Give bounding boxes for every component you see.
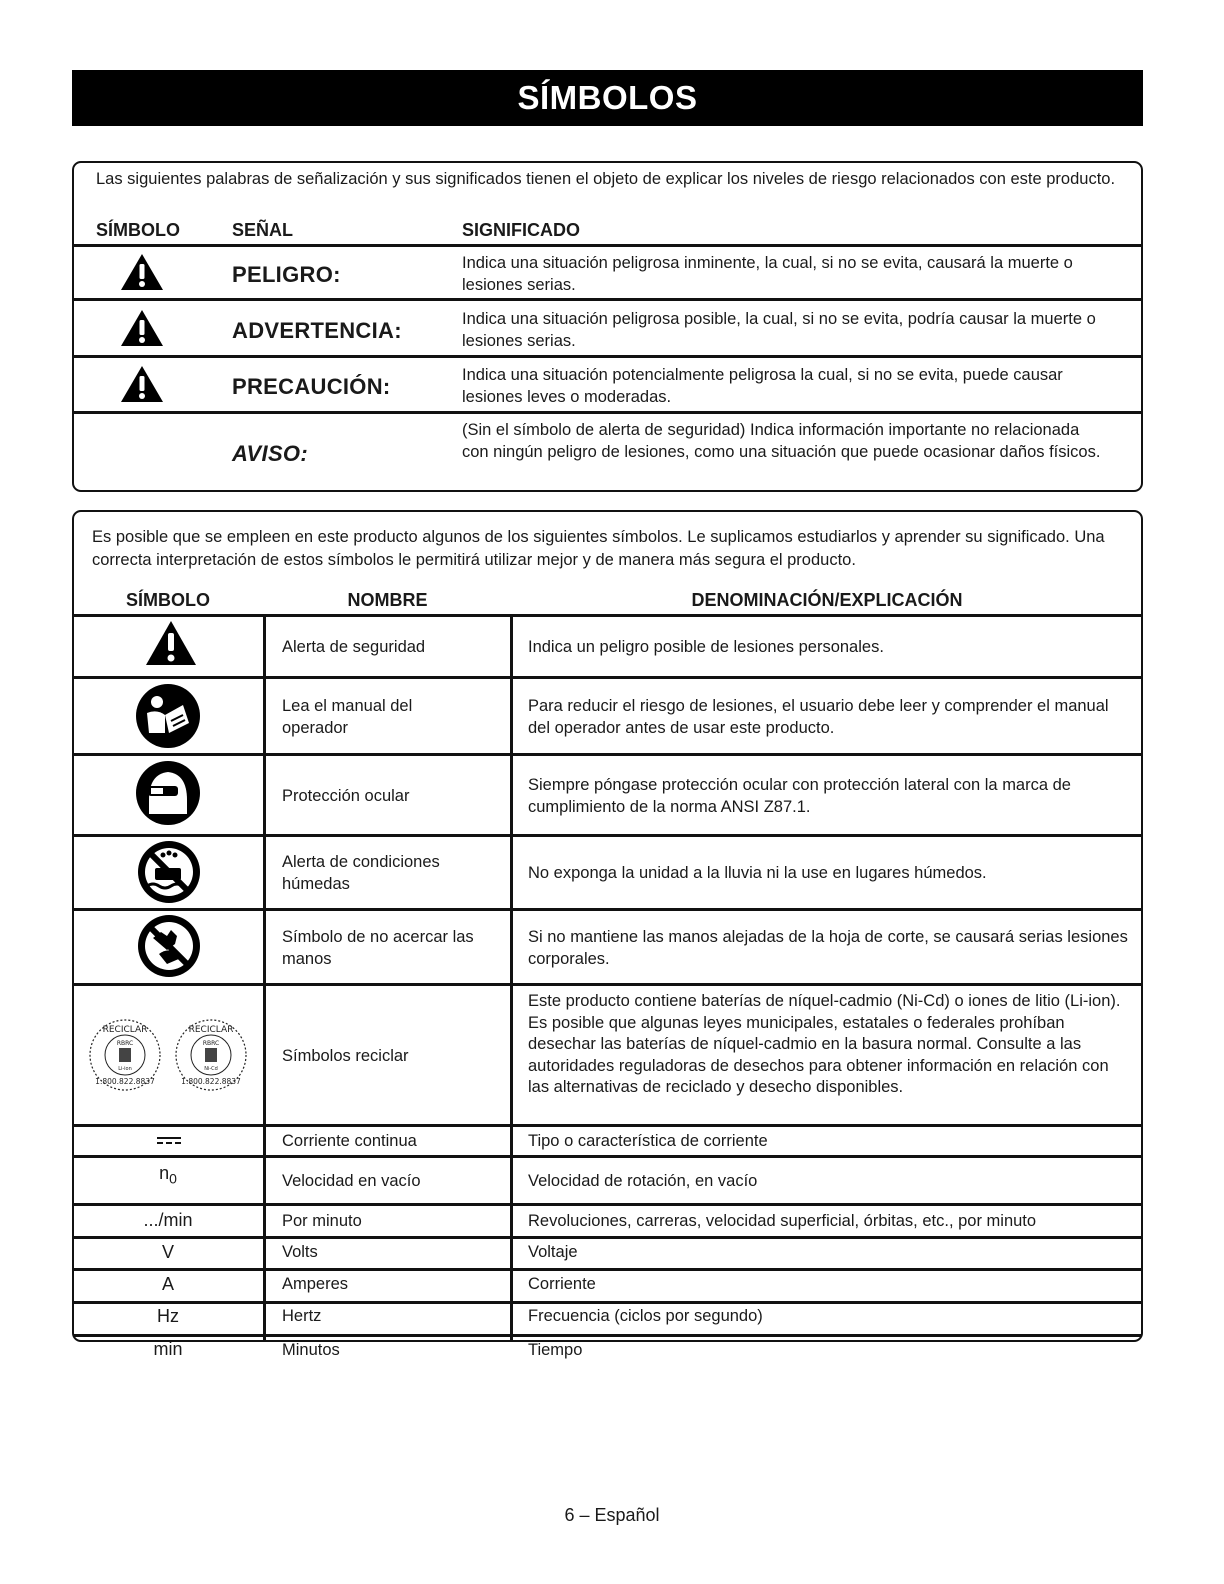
divider xyxy=(73,355,1142,358)
symbol-explanation: Tipo o característica de corriente xyxy=(528,1132,768,1150)
signal-header-meaning: SIGNIFICADO xyxy=(462,220,581,240)
symbols-header-symbol: SÍMBOLO xyxy=(126,590,210,610)
signal-word-peligro: PELIGRO: xyxy=(232,262,341,287)
symbol-explanation: Revoluciones, carreras, velocidad superficial, órbitas, etc., por minuto xyxy=(528,1212,1037,1230)
divider xyxy=(73,1203,1142,1206)
symbol-explanation: Siempre póngase protección ocular con protección lateral con la marca de cumplimiento de la norma ANSI Z87.1. xyxy=(528,776,1071,816)
per-minute-symbol: .../min xyxy=(143,1210,193,1230)
divider xyxy=(73,1155,1142,1158)
page-footer: 6 – Español xyxy=(564,1505,660,1525)
symbol-name: Lea el manual del operador xyxy=(282,697,413,737)
seal-phone-text: 1.800.822.8837 xyxy=(95,1077,155,1086)
signal-meaning: Indica una situación peligrosa posible, la cual, si no se evita, podría causar la muerte o lesiones serias. xyxy=(462,310,1096,350)
no-load-speed-symbol xyxy=(73,1163,263,1187)
symbol-name: Alerta de condiciones húmedas xyxy=(282,853,440,893)
symbol-explanation: No exponga la unidad a la lluvia ni la use en lugares húmedos. xyxy=(528,864,987,882)
eye-protection-icon xyxy=(135,760,201,826)
symbol-explanation: Indica un peligro posible de lesiones personales. xyxy=(528,638,884,656)
symbols-header-name: NOMBRE xyxy=(347,590,428,610)
wet-conditions-icon xyxy=(137,840,201,904)
seal-mid-text: RBRC xyxy=(116,1040,134,1047)
signal-meaning: Indica una situación peligrosa inminente, la cual, si no se evita, causará la muerte o lesiones serias. xyxy=(462,254,1073,294)
symbols-header-explanation: DENOMINACIÓN/EXPLICACIÓN xyxy=(691,590,963,610)
symbol-name: Volts xyxy=(282,1243,318,1261)
signal-meaning: (Sin el símbolo de alerta de seguridad) Indica información importante no relacionada con ningún peligro de lesiones, como una situación que puede ocasionar daños físicos. xyxy=(462,421,1101,461)
symbol-name: Hertz xyxy=(282,1307,322,1325)
symbol-explanation: Corriente xyxy=(528,1275,596,1293)
divider xyxy=(73,1301,1142,1304)
symbol-explanation: Para reducir el riesgo de lesiones, el usuario debe leer y comprender el manual del operador antes de usar este producto. xyxy=(528,697,1109,737)
symbol-explanation: Este producto contiene baterías de níquel-cadmio (Ni-Cd) o iones de litio (Li-ion). Es posible que algunas leyes municipales, estatales o federales prohíban desechar las baterías de níquel-cadmio en la basura normal. Consulte a las autoridades reguladoras de desechos para obtener información en relación con las alternativas de reciclado y desecho disponibles. xyxy=(528,992,1121,1096)
divider xyxy=(73,1236,1142,1239)
keep-hands-away-icon xyxy=(137,914,201,978)
divider xyxy=(263,614,266,1340)
divider xyxy=(73,1268,1142,1271)
divider xyxy=(73,614,1142,617)
divider xyxy=(73,298,1142,301)
direct-current-icon xyxy=(157,1136,181,1146)
symbol-explanation: Frecuencia (ciclos por segundo) xyxy=(528,1307,763,1325)
seal-chem-text: Li-ion xyxy=(118,1066,132,1072)
signal-word-advertencia: ADVERTENCIA: xyxy=(232,318,402,343)
safety-alert-icon xyxy=(145,620,197,666)
divider xyxy=(73,1124,1142,1127)
signal-meaning: Indica una situación potencialmente peligrosa la cual, si no se evita, puede causar lesiones leves o moderadas. xyxy=(462,366,1063,406)
recycle-seal-li-ion xyxy=(88,1018,162,1092)
divider xyxy=(73,983,1142,986)
hertz-symbol: Hz xyxy=(157,1306,179,1326)
symbol-explanation: Si no mantiene las manos alejadas de la hoja de corte, se causará serias lesiones corporales. xyxy=(528,928,1128,968)
amperes-symbol: A xyxy=(161,1274,174,1294)
seal-chem-text: Ni-Cd xyxy=(204,1066,218,1072)
symbol-explanation: Velocidad de rotación, en vacío xyxy=(528,1172,758,1190)
divider xyxy=(73,908,1142,911)
divider xyxy=(73,411,1142,414)
warning-triangle-icon xyxy=(120,253,164,291)
read-manual-icon xyxy=(135,683,201,749)
signal-header-symbol: SÍMBOLO xyxy=(96,220,180,240)
symbol-explanation: Voltaje xyxy=(528,1243,578,1261)
volts-symbol: V xyxy=(161,1242,174,1262)
divider xyxy=(73,1334,1142,1337)
page-title: SÍMBOLOS xyxy=(72,70,1143,126)
symbol-subscript: 0 xyxy=(169,1170,177,1187)
seal-top-text: RECICLAR xyxy=(188,1025,234,1035)
recycle-seal-ni-cd xyxy=(174,1018,248,1092)
signal-word-aviso: AVISO: xyxy=(232,441,308,466)
divider xyxy=(73,244,1142,247)
symbol-name: Minutos xyxy=(282,1341,340,1359)
symbol-name: Alerta de seguridad xyxy=(282,638,426,656)
divider xyxy=(510,614,513,1340)
divider xyxy=(73,834,1142,837)
symbol-name: Protección ocular xyxy=(282,787,410,805)
symbol-name: Amperes xyxy=(282,1275,349,1293)
divider xyxy=(73,676,1142,679)
seal-top-text: RECICLAR xyxy=(102,1025,148,1035)
symbol-name: Por minuto xyxy=(282,1212,362,1230)
signal-header-signal: SEÑAL xyxy=(232,220,294,240)
seal-mid-text: RBRC xyxy=(202,1040,220,1047)
recycle-seals-icon xyxy=(88,1018,258,1092)
symbol-name: Símbolo de no acercar las manos xyxy=(282,928,474,968)
divider xyxy=(73,753,1142,756)
symbols-intro: Es posible que se empleen en este producto algunos de los siguientes símbolos. Le suplicamos estudiarlos y aprender su significado. Una correcta interpretación de estos símbolos le permitirá utilizar mejor y de manera más segura el producto. xyxy=(92,528,1105,569)
warning-triangle-icon xyxy=(120,365,164,403)
symbol-name: Símbolos reciclar xyxy=(282,1047,409,1065)
warning-triangle-icon xyxy=(120,309,164,347)
seal-phone-text: 1.800.822.8837 xyxy=(181,1077,241,1086)
symbol-name: Corriente continua xyxy=(282,1132,417,1150)
minutes-symbol-cell: min xyxy=(153,1339,183,1359)
signal-word-precaucion: PRECAUCIÓN: xyxy=(232,374,391,399)
symbol-letter: n xyxy=(159,1163,170,1183)
symbol-name: Velocidad en vacío xyxy=(282,1172,421,1190)
signal-intro: Las siguientes palabras de señalización y sus significados tienen el objeto de explicar los niveles de riesgo relacionados con este producto. xyxy=(96,170,1116,188)
symbol-explanation: Tiempo xyxy=(528,1341,583,1359)
